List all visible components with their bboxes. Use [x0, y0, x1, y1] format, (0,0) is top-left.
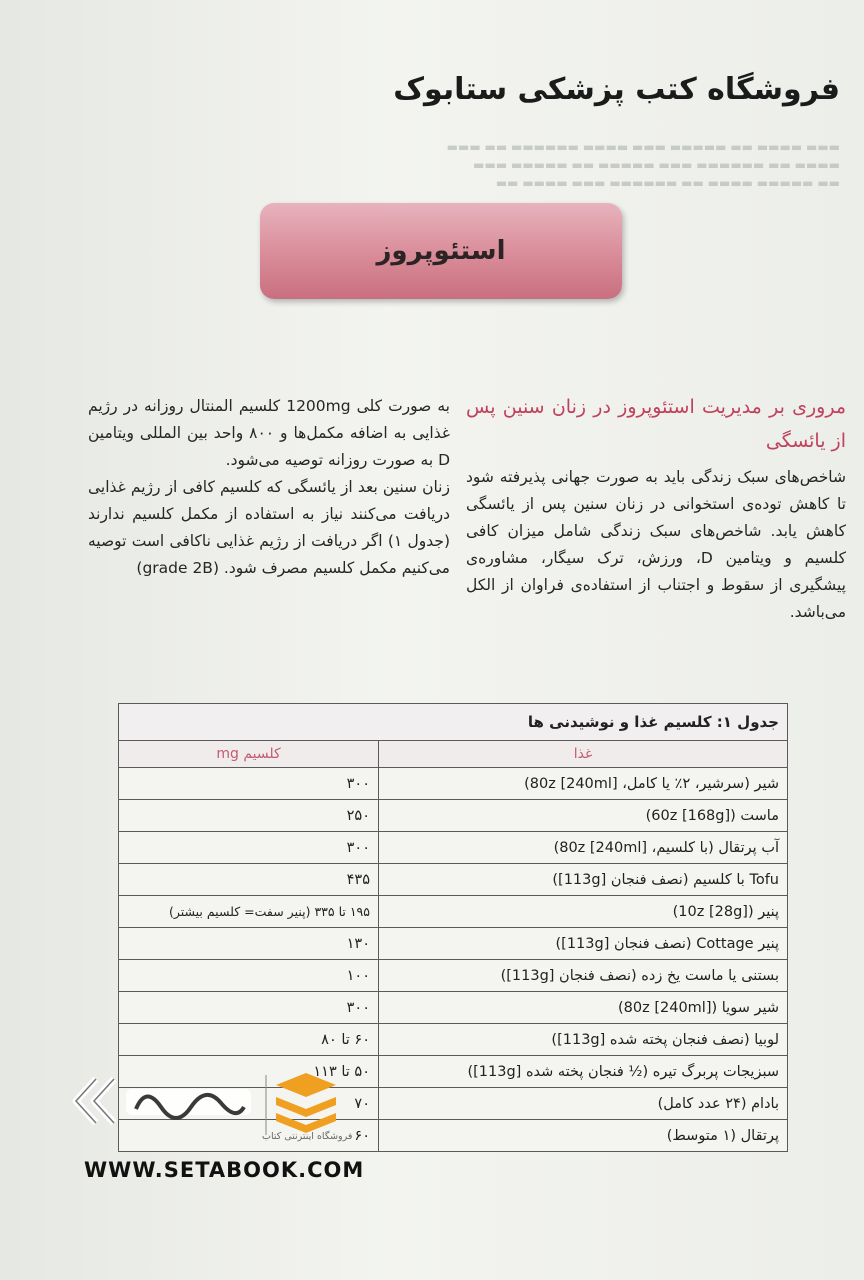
chapter-title: استئوپروز [376, 236, 506, 266]
table-header-row [119, 741, 788, 768]
left-column [88, 393, 450, 582]
calcium-cell: ۳۰۰ [119, 768, 379, 800]
logo-subtitle: فروشگاه اینترنتی کتاب [262, 1131, 353, 1142]
calcium-cell: ۱۹۵ تا ۳۳۵ (پنیر سفت= کلسیم بیشتر) [119, 896, 379, 928]
calcium-recommendation-paragraph: به صورت کلی 1200mg کلسیم المنتال روزانه در رژیم غذایی به اضافه مکمل‌ها و ۸۰۰ واحد بین المللی ویتامین D به صورت روزانه توصیه می‌شود. [88, 397, 450, 469]
food-cell: پنیر Cottage (نصف فنجان [113g]) [379, 928, 788, 960]
calcium-cell: ۵۰ تا ۱۱۳ [119, 1056, 379, 1088]
calcium-cell: ۶۰ [119, 1120, 379, 1152]
food-cell: بادام (۲۴ عدد کامل) [379, 1088, 788, 1120]
calcium-cell: ۱۳۰ [119, 928, 379, 960]
food-cell: لوبیا (نصف فنجان پخته شده [113g]) [379, 1024, 788, 1056]
bleed-through-text: ▬▬▬ ▬▬▬▬ ▬▬ ▬▬▬▬▬ ▬▬▬ ▬▬▬▬ ▬▬▬▬▬▬ ▬▬ ▬▬▬ ▬▬▬▬ ▬▬ ▬▬▬▬▬▬ ▬▬▬ ▬▬▬▬▬ ▬▬ ▬▬▬▬▬ ▬▬▬ ▬▬ ▬▬▬▬▬ ▬▬▬▬ ▬▬ ▬▬▬▬▬▬ ▬▬▬ ▬▬▬▬ ▬▬ [446, 140, 840, 190]
calcium-cell: ۷۰ [119, 1088, 379, 1120]
food-cell: سبزیجات پربرگ تیره (½ فنجان پخته شده [113g]) [379, 1056, 788, 1088]
table-row [119, 800, 788, 832]
section-heading: مروری بر مدیریت استئوپروز در زنان سنین پس از یائسگی [466, 396, 846, 452]
table-row [119, 992, 788, 1024]
table-caption-row [119, 704, 788, 741]
food-cell: بستنی یا ماست یخ زده (نصف فنجان [113g]) [379, 960, 788, 992]
table-row [119, 928, 788, 960]
supplement-paragraph: زنان سنین بعد از یائسگی که کلسیم کافی از رژیم غذایی دریافت می‌کنند نیاز به استفاده از مکمل کلسیم ندارند (جدول ۱) اگر دریافت از رژیم غذایی ناکافی است توصیه می‌کنیم مکمل کلسیم مصرف شود. (grade 2B) [88, 478, 450, 577]
chevron-outline-icon [76, 1079, 114, 1123]
chapter-title-box [260, 203, 622, 299]
calcium-cell: ۲۵۰ [119, 800, 379, 832]
food-cell: آب پرتقال (با کلسیم، [80z [240ml) [379, 832, 788, 864]
book-layers-icon [276, 1073, 336, 1133]
food-cell: شیر سویا ([80z [240ml) [379, 992, 788, 1024]
food-cell: پنیر (10z [28g]) [379, 896, 788, 928]
calcium-cell: ۳۰۰ [119, 992, 379, 1024]
calcium-cell: ۱۰۰ [119, 960, 379, 992]
store-url: WWW.SETABOOK.COM [84, 1158, 365, 1182]
food-cell: شیر (سرشیر، ۲٪ یا کامل، [80z [240ml) [379, 768, 788, 800]
right-column [466, 390, 846, 626]
table-row [119, 768, 788, 800]
table-row [119, 1024, 788, 1056]
food-cell: پرتقال (۱ متوسط) [379, 1120, 788, 1152]
store-header: فروشگاه کتب پزشکی ستابوک [393, 72, 840, 107]
calcium-cell: ۶۰ تا ۸۰ [119, 1024, 379, 1056]
table-row [119, 832, 788, 864]
table-caption: جدول ۱: کلسیم غذا و نوشیدنی ها [119, 704, 788, 741]
table-row [119, 960, 788, 992]
table-row [119, 864, 788, 896]
lifestyle-paragraph: شاخص‌های سبک زندگی باید به صورت جهانی پذیرفته شود تا کاهش توده‌ی استخوانی در زنان سنین پس از یائسگی کاهش یابد. شاخص‌های سبک زندگی شامل میزان کافی کلسیم و ویتامین D، ورزش، ترک سیگار، مشاوره‌ی پیشگیری از سقوط و اجتناب از استفاده‌ی فراوان از الکل می‌باشد. [466, 468, 847, 621]
calcium-cell: ۴۳۵ [119, 864, 379, 896]
column-header-food: غذا [379, 741, 788, 768]
food-cell: ماست (60z [168g]) [379, 800, 788, 832]
food-cell: Tofu با کلسیم (نصف فنجان [113g]) [379, 864, 788, 896]
calcium-cell: ۳۰۰ [119, 832, 379, 864]
table-row [119, 896, 788, 928]
column-header-calcium: کلسیم mg [119, 741, 379, 768]
